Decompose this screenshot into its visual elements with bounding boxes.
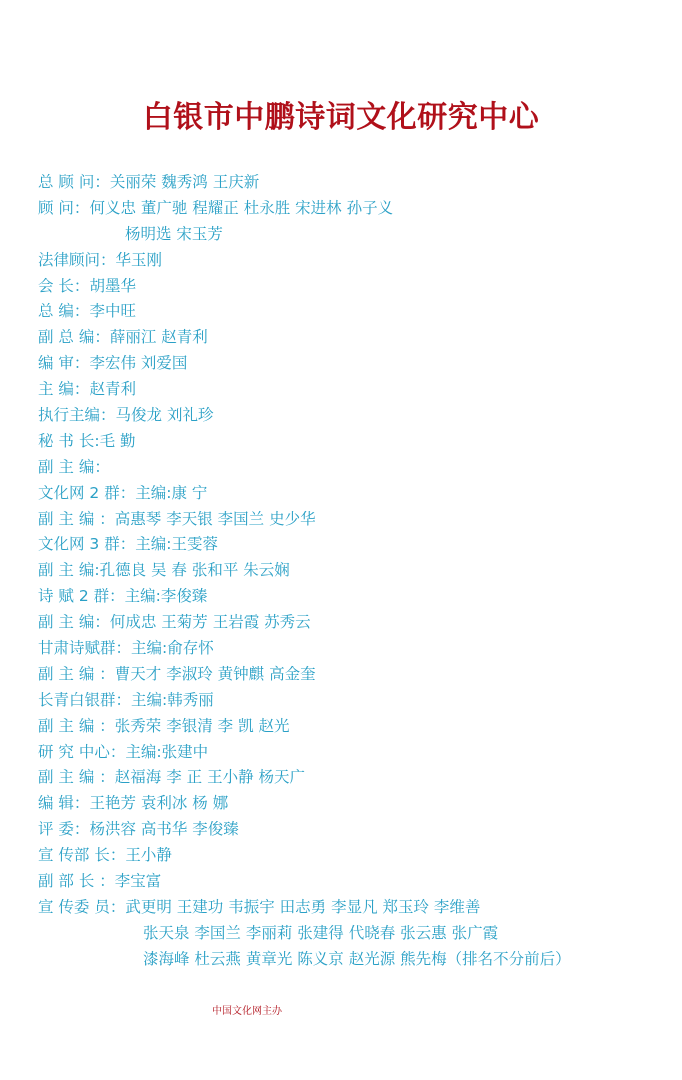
row-label: 评 委： [38, 820, 90, 839]
row-names: 王艳芳 袁利冰 杨 娜 [89, 794, 229, 813]
row-label: 总 顾 问： [38, 173, 110, 191]
roster-row-continuation [38, 222, 678, 248]
row-names: 何义忠 董广驰 程耀正 杜永胜 宋进林 孙子义 [89, 198, 394, 217]
row-names: 主编:俞存怀 [131, 639, 214, 658]
row-names: 李宏伟 刘爱国 [89, 354, 188, 373]
row-names: 赵青利 [89, 380, 136, 399]
row-label: 长青白银群： [38, 690, 132, 709]
row-label: 编 辑： [38, 794, 90, 813]
roster-row [38, 688, 678, 714]
roster-row [38, 351, 678, 377]
row-names: 李宝富 [114, 872, 162, 891]
roster-row [38, 532, 678, 558]
row-names: 薛丽江 赵青利 [109, 328, 208, 347]
row-label: 执行主编： [38, 406, 116, 425]
roster-row [38, 403, 678, 429]
row-names: 曹天才 李淑玲 黄钟麒 高金奎 [114, 664, 316, 683]
roster-row-continuation [38, 947, 678, 973]
roster-row [38, 636, 678, 662]
roster-row [38, 869, 678, 895]
row-label: 研 究 中心： [38, 742, 126, 761]
roster-row [38, 740, 678, 766]
row-label: 会 长： [38, 276, 90, 295]
roster-list [38, 170, 678, 973]
row-names: 主编:李俊臻 [124, 587, 208, 606]
row-names: 张天泉 李国兰 李丽莉 张建得 代晓春 张云惠 张广霞 [143, 923, 499, 942]
roster-row [38, 325, 678, 351]
row-names: 武更明 王建功 韦振宇 田志勇 李显凡 郑玉玲 李维善 [125, 897, 481, 916]
row-names: 王小静 [125, 846, 172, 865]
roster-row [38, 429, 678, 455]
row-label: 总 编： [38, 302, 90, 321]
row-label: 副 主 编 ： [38, 768, 115, 787]
row-names: 主编:韩秀丽 [131, 690, 214, 709]
roster-row [38, 584, 678, 610]
row-names: 李中旺 [89, 302, 136, 321]
roster-row [38, 610, 678, 636]
row-label: 副 主 编 ： [38, 716, 115, 735]
row-label: 副 主 编： [38, 457, 110, 476]
row-label: 副 主 编 ： [38, 664, 115, 683]
row-names: 主编:王雯蓉 [135, 535, 218, 554]
roster-row [38, 791, 678, 817]
roster-row [38, 843, 678, 869]
row-names: 张秀荣 李银清 李 凯 赵光 [114, 716, 290, 735]
row-label: 顾 问： [38, 198, 90, 217]
roster-row-continuation [38, 921, 678, 947]
row-label: 宣 传委 员： [38, 897, 126, 916]
row-label: 编 审： [38, 354, 90, 373]
row-names: 主编:康 宁 [135, 483, 208, 502]
row-label: 法律顾问： [38, 250, 116, 269]
row-label: 副 主 编： [38, 613, 110, 632]
roster-row [38, 170, 678, 196]
roster-row [38, 274, 678, 300]
roster-row [38, 196, 678, 222]
row-names: 漆海峰 杜云燕 黄章光 陈义京 赵光源 熊先梅（排名不分前后） [143, 949, 571, 968]
row-label: 副 主 编 ： [38, 509, 115, 528]
row-names: 华玉刚 [115, 250, 163, 269]
row-names: 毛 勤 [99, 431, 136, 450]
roster-row [38, 481, 678, 507]
row-names: 杨明选 宋玉芳 [125, 224, 223, 243]
row-names: 孔德良 吴 春 张和平 朱云娴 [99, 561, 290, 580]
roster-row [38, 714, 678, 740]
roster-row [38, 248, 678, 274]
roster-row [38, 455, 678, 481]
row-label: 甘肃诗赋群： [38, 639, 132, 658]
row-label: 主 编： [38, 380, 90, 399]
roster-row [38, 895, 678, 921]
row-label: 文化网 3 群： [38, 535, 136, 554]
row-label: 宣 传部 长： [38, 846, 126, 865]
row-names: 赵福海 李 正 王小静 杨天广 [114, 768, 306, 787]
row-names: 胡墨华 [89, 276, 136, 295]
row-label: 副 总 编： [38, 328, 110, 347]
page-title: 白银市中鹏诗词文化研究中心 [142, 100, 540, 135]
roster-row [38, 662, 678, 688]
row-names: 马俊龙 刘礼珍 [115, 406, 214, 425]
row-label: 副 部 长 ： [38, 872, 115, 891]
row-names: 关丽荣 魏秀鸿 王庆新 [109, 173, 260, 191]
row-label: 诗 赋 2 群： [38, 587, 125, 606]
roster-row [38, 299, 678, 325]
row-names: 何成忠 王菊芳 王岩霞 苏秀云 [109, 613, 311, 632]
row-names: 高惠琴 李天银 李国兰 史少华 [114, 509, 316, 528]
row-names: 杨洪容 高书华 李俊臻 [89, 820, 239, 839]
roster-row [38, 507, 678, 533]
roster-row [38, 377, 678, 403]
roster-row [38, 558, 678, 584]
row-label: 文化网 2 群： [38, 483, 136, 502]
row-names: 主编:张建中 [125, 742, 209, 761]
roster-row [38, 817, 678, 843]
row-label: 副 主 编: [38, 561, 100, 580]
roster-row [38, 765, 678, 791]
row-label: 秘 书 长: [38, 431, 100, 450]
footer-credit: 中国文化网主办 [212, 1006, 282, 1017]
